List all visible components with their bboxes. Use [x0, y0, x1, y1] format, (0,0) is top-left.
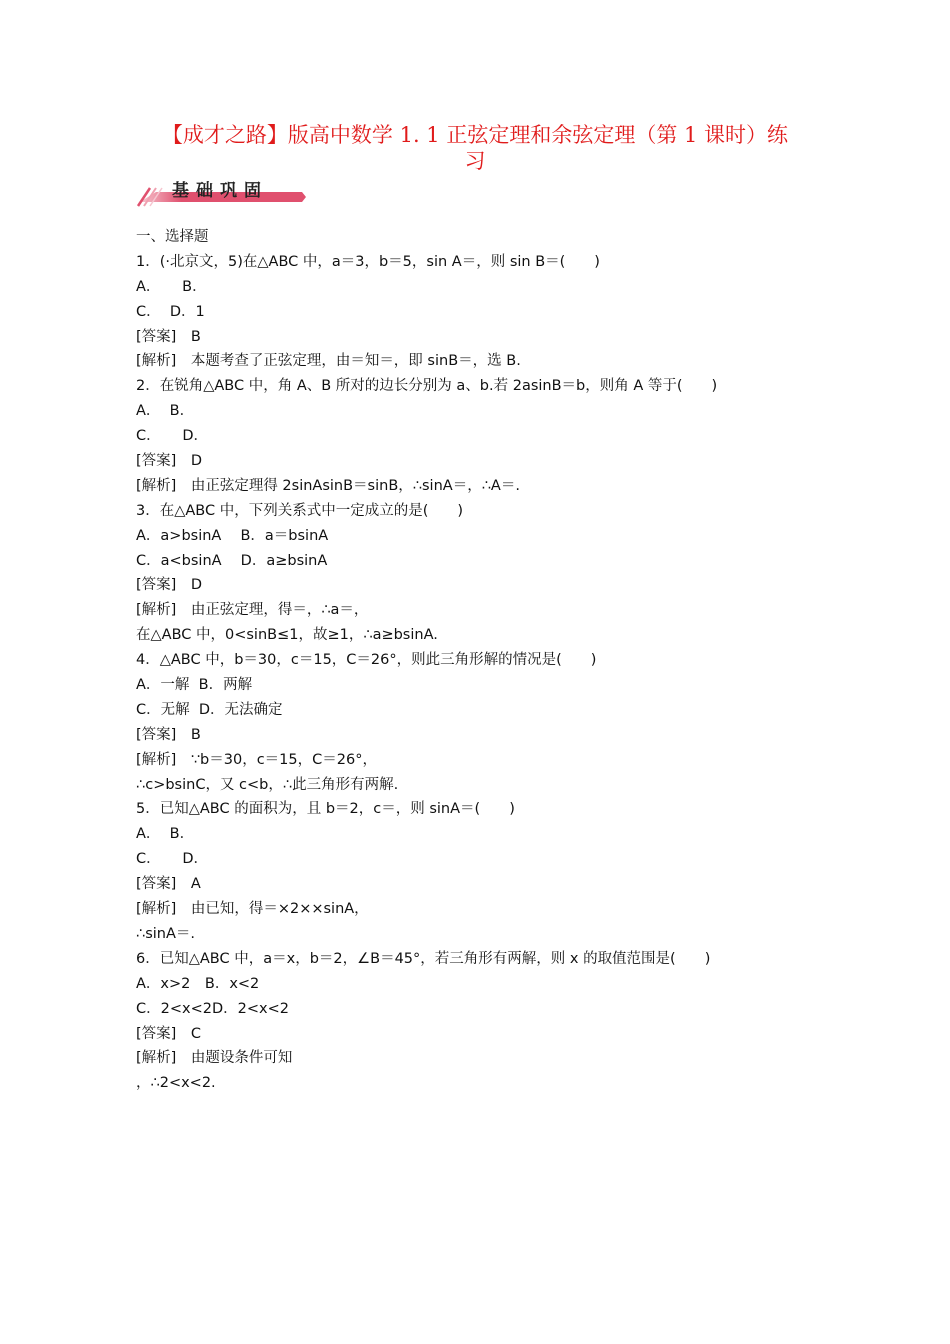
text-line: [解析] 由正弦定理，得＝，∴a＝，: [136, 602, 369, 619]
text-line: [答案] D: [136, 577, 202, 594]
text-line: 3．在△ABC 中，下列关系式中一定成立的是( ): [136, 502, 464, 519]
text-line: [答案] C: [136, 1025, 201, 1042]
text-line: C．无解 D．无法确定: [136, 701, 283, 718]
text-line: [答案] B: [136, 726, 201, 743]
text-line: 6．已知△ABC 中，a＝x，b＝2，∠B＝45°，若三角形有两解，则 x 的取值范围是( ): [136, 950, 711, 967]
document-title: [130, 122, 820, 174]
text-line: 在△ABC 中，0<sinB≤1，故≥1，∴a≥bsinA.: [136, 627, 438, 644]
title-line-1: 【成才之路】版高中数学 1. 1 正弦定理和余弦定理（第 1 课时）练: [161, 123, 789, 147]
text-line: ∴sinA＝.: [136, 925, 196, 942]
text-line: [解析] 由已知，得＝×2××sinA，: [136, 901, 369, 918]
text-line: [答案] D: [136, 453, 202, 470]
text-line: C． D．: [136, 851, 209, 868]
text-line: 1．(·北京文，5)在△ABC 中，a＝3，b＝5，sin A＝，则 sin B＝( ): [136, 253, 600, 270]
text-line: 4．△ABC 中，b＝30，c＝15，C＝26°，则此三角形解的情况是( ): [136, 652, 597, 669]
text-line: ，∴2<x<2.: [136, 1075, 216, 1092]
text-line: C．a<bsinA D．a≥bsinA: [136, 552, 328, 569]
section-banner-label: 基础巩固: [172, 181, 268, 201]
text-line: A． B．: [136, 403, 195, 420]
title-line-2: 习: [464, 149, 486, 173]
text-line: [解析] ∵b＝30，c＝15，C＝26°，: [136, 751, 377, 768]
text-line: [答案] B: [136, 328, 201, 345]
exercise-content: [136, 225, 816, 1096]
text-line: [解析] 由正弦定理得 2sinAsinB＝sinB，∴sinA＝，∴A＝.: [136, 477, 520, 494]
text-line: ∴c>bsinC，又 c<b，∴此三角形有两解.: [136, 776, 399, 793]
text-line: C．2<x<2D．2<x<2: [136, 1000, 289, 1017]
text-line: C． D．1: [136, 303, 205, 320]
text-line: [解析] 本题考查了正弦定理，由＝知＝，即 sinB＝，选 B.: [136, 353, 521, 370]
text-line: 5．已知△ABC 的面积为，且 b＝2，c＝，则 sinA＝( ): [136, 801, 515, 818]
text-line: A．a>bsinA B．a＝bsinA: [136, 527, 329, 544]
text-line: A． B．: [136, 278, 207, 295]
text-line: 2．在锐角△ABC 中，角 A、B 所对的边长分别为 a、b.若 2asinB＝b，则角 A 等于( ): [136, 378, 718, 395]
text-line: [解析] 由题设条件可知: [136, 1050, 293, 1067]
text-line: 一、选择题: [136, 229, 209, 245]
text-line: A．x>2 B．x<2: [136, 975, 260, 992]
text-line: A． B．: [136, 826, 195, 843]
text-line: [答案] A: [136, 876, 201, 893]
text-line: A．一解 B．两解: [136, 677, 253, 694]
text-line: C． D．: [136, 428, 209, 445]
